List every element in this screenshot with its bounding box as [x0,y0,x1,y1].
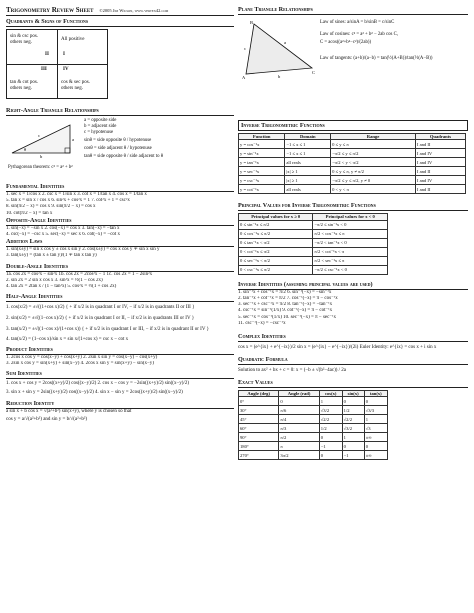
table-cell: 270° [239,451,279,460]
col-range: Range [331,134,416,140]
table-cell: 0 [319,433,342,442]
svg-text:a: a [72,137,74,142]
quadratic-heading: Quadratic Formula [238,356,468,365]
svg-text:c: c [38,133,40,138]
inverse-id-line-2: 2. tan⁻¹x + cot⁻¹x = π/2 7. cos⁻¹(−x) = π − cos⁻¹x [238,296,338,302]
principal-row [239,229,388,238]
sin-def: sinθ = side opposite θ / hypotenuse [84,138,152,143]
q2-text-b: others neg. [10,40,32,45]
exact-row [239,397,388,406]
table-cell: 90° [239,433,279,442]
table-cell: −1 ≤ x ≤ 1 [285,140,331,149]
table-cell: I and II [415,140,465,149]
exact-heading: Exact Values [238,379,468,388]
fundamental-line-3: 8. sin(π/2 − x) = cos x 9. sin(π/2 − x) = cos x [6,204,96,210]
table-cell: −π/2 ≤ csc⁻¹x < 0 [313,265,388,274]
reduction-section [6,400,234,424]
fundamental-line-2: 5. tan x = sin x / cos x 6. sin²x + cos²x = 1 7. cot²x + 1 = csc²x [6,198,130,204]
table-cell: ±∞ [364,451,387,460]
table-cell: −π/2 < tan⁻¹x < 0 [313,238,388,247]
table-cell: |x| ≥ 1 [285,167,331,176]
table-cell: all reals [285,185,331,194]
table-cell: √3/3 [364,406,387,415]
half-line-4: 4. tan(x/2) = (1−cos x)/sin x = sin x/(1+cos x) = csc x − cot x [6,337,129,343]
half-angle-section [6,293,234,344]
q4-text-b: others neg. [61,86,83,91]
inverse-fn-section [238,120,468,194]
reduction-line-1: a sin x + b cos x = √(a²+b²) sin(x+y), where y is chosen so that [6,408,132,414]
table-cell: 30° [239,406,279,415]
svg-text:a: a [284,40,286,45]
table-cell: π/2 < cos⁻¹x ≤ π [313,229,388,238]
exact-row [239,424,388,433]
oblique-triangle-diagram [240,16,318,82]
addition-line-1: 1. sin(x±y) = sin x cos y ± cos x sin y 2. cos(x±y) = cos x cos y ∓ sin x sin y [6,247,160,253]
inverse-id-line-1: 1. sin⁻¹x + cos⁻¹x = π/2 6. sin⁻¹(−x) = −sin⁻¹x [238,289,332,295]
product-line-1: 1. 2cos x cos y = cos(x−y) + cos(x+y) 2. 2sin x sin y = cos(x−y) − cos(x+y) [6,355,158,361]
table-cell: y = cot⁻¹x [239,185,285,194]
principal-body [239,220,388,274]
table-cell: 3π/2 [279,451,319,460]
opposite-line-1: 1. sin(−x) = −sin x 2. cos(−x) = cos x 3. tan(−x) = −tan x [6,225,120,231]
table-cell: 0 ≤ y ≤ π [331,140,416,149]
exact-row [239,442,388,451]
col-tan: tan(x) [364,391,387,397]
col-neg: Principal values for x < 0 [313,214,388,220]
quadrant-iii-label: III [41,67,47,72]
table-cell: −π/2 ≤ y ≤ π/2 [331,149,416,158]
quadratic-line: Solution to ax² + bx + c = 0: x = (−b ± √(b²−4ac)) / 2a [238,368,347,374]
inverse-fn-table [238,133,466,194]
col-deg: Angle (deg) [239,391,279,397]
complex-heading: Complex Identities [238,333,468,342]
table-cell: I and II [415,167,465,176]
double-line-3: 4. tan 2x = 2tan x / (1 − tan²x) 5. cos²x = ½(1 + cos 2x) [6,284,117,290]
quadrant-iv-label: IV [63,67,69,72]
half-line-2: 2. sin(x/2) = ±√((1−cos x)/2) { + if x/2 is in quadrant I or II, − if x/2 is in quadrants III or IV } [6,316,195,322]
quadratic-section [238,356,468,376]
principal-row [239,265,388,274]
q2-text-a: sin & csc pos. [10,34,39,39]
table-cell: I and IV [415,158,465,167]
exact-row [239,406,388,415]
table-cell: I and IV [415,149,465,158]
table-cell: π/4 [279,415,319,424]
pythagorean: Pythagorean theorem: c² = a² + b² [8,165,73,170]
inverse-fn-row [239,140,466,149]
inverse-id-heading: Inverse Identities (assuming principal values are used) [238,281,468,290]
reduction-heading: Reduction Identity [6,400,234,409]
law-of-cosines: Law of cosines: c² = a² + b² − 2ab cos C, [320,32,398,37]
exact-row [239,451,388,460]
principal-row [239,238,388,247]
table-cell: |x| ≥ 1 [285,176,331,185]
exact-row [239,415,388,424]
half-line-3: 3. tan(x/2) = ±√((1−cos x)/(1+cos x)) { + if x/2 is in quadrant I or III, − if x/2 is in quadrant II or IV } [6,327,210,333]
table-cell: 1/2 [342,406,364,415]
page-title: Trigonometry Review Sheet [6,6,94,14]
table-cell: π/2 < cot⁻¹x < π [313,247,388,256]
col-sin: sin(x) [342,391,364,397]
svg-text:b: b [278,74,281,79]
right-column [238,6,468,460]
quadrants-heading: Quadrants & Signs of Functions [6,18,234,27]
opposite-line-2: 4. csc(−x) = −csc x 5. sec(−x) = sec x 6. cot(−x) = −cot x [6,232,121,238]
table-cell: π/3 [279,424,319,433]
sum-section [6,370,234,397]
double-angle-section [6,263,234,291]
complex-line: cos x = (e^{ix} + e^{−ix})/2 sin x = (e^{ix} − e^{−ix})/(2i) Euler Identity: e^{ix} = cos x + i sin x [238,345,437,351]
table-cell: √2/2 [342,415,364,424]
opposite-angle-heading: Opposite-Angle Identities [6,217,234,226]
exact-row [239,433,388,442]
double-line-2: 2. sin 2x = 2 sin x cos x 3. sin²x = ½(1 − cos 2x) [6,277,103,283]
def-c: c = hypotenuse [84,130,114,135]
law-of-tangents: Law of tangents: (a+b)/(a−b) = tan(½(A+B))/tan(½(A−B)) [320,56,433,61]
principal-row [239,247,388,256]
quadrants-section [6,18,234,99]
table-cell: −π/2 ≤ sin⁻¹x < 0 [313,220,388,229]
fundamental-heading: Fundamental Identities [6,183,234,192]
x-axis-line [7,64,107,65]
svg-text:b: b [40,154,43,159]
table-cell: y = cos⁻¹x [239,140,285,149]
inverse-fn-row [239,158,466,167]
table-cell: 0 [364,397,387,406]
inverse-fn-row [239,176,466,185]
double-line-1: 1a. cos 2x = cos²x − sin²x 1b. cos 2x = 2cos²x − 1 1c. cos 2x = 1 − 2sin²x [6,271,153,277]
half-line-1: 1. cos(x/2) = ±√((1+cos x)/2) { + if x/2 is in quadrant I or IV, − if x/2 is in quadrants II or III } [6,305,195,311]
table-cell: y = tan⁻¹x [239,158,285,167]
doc-title [6,6,234,16]
inverse-id-line-4: 4. csc⁻¹x = sin⁻¹(1/x) 9. cot⁻¹(−x) = π − cot⁻¹x [238,308,333,314]
inverse-fn-heading: Inverse Trigonometric Functions [238,120,468,131]
table-cell: −1 ≤ x ≤ 1 [285,149,331,158]
table-cell: 0 ≤ sec⁻¹x < π/2 [239,256,313,265]
table-cell: −π/2 < y < π/2 [331,158,416,167]
quadrant-i-label: I [63,52,65,57]
table-cell: 0 < y < π [331,185,416,194]
table-cell: 0 ≤ y ≤ π, y ≠ π/2 [331,167,416,176]
table-cell: 0 < csc⁻¹x ≤ π/2 [239,265,313,274]
q3-text-a: tan & cot pos. [10,80,39,85]
svg-text:c: c [244,46,246,51]
table-cell: I and IV [415,176,465,185]
plane-triangle-heading: Plane Triangle Relationships [238,6,468,15]
svg-text:B: B [250,20,254,25]
fundamental-line-1: 1. sec x = 1/cos x 2. csc x = 1/sin x 3. cot x = 1/tan x 4. cos x = 1/tan x [6,192,147,197]
table-cell: −π/2 ≤ y ≤ π/2, y ≠ 0 [331,176,416,185]
q3-text-b: others neg. [10,86,32,91]
double-angle-heading: Double-Angle Identities [6,263,234,272]
col-cos: cos(x) [319,391,342,397]
inverse-fn-row [239,185,466,194]
sum-line-2: 3. sin x + sin y = 2sin((x+y)/2) cos((x−y)/2) 4. sin x − sin y = 2cos((x+y)/2) sin((x−y)/2) [6,389,183,395]
fundamental-line-4: 10. cot(π/2 − x) = tan x [6,210,53,216]
exact-body [239,397,388,460]
col-rad: Angle (rad) [279,391,319,397]
principal-row [239,220,388,229]
def-a: a = opposite side [84,118,117,123]
table-cell: 0 [364,442,387,451]
table-cell: −1 [342,451,364,460]
principal-heading: Principal Values for Inverse Trigonometric Functions [238,202,468,211]
table-cell: 0 ≤ cos⁻¹x ≤ π/2 [239,229,313,238]
half-angle-heading: Half-Angle Identities [6,293,234,302]
law-of-sines: Law of sines: a/sinA = b/sinB = c/sinC [320,20,395,25]
table-cell: √3 [364,424,387,433]
product-section [6,346,234,367]
table-cell: 0 [342,397,364,406]
addition-line-2: 3. tan(x±y) = (tan x ± tan y)/(1 ∓ tan x tan y) [6,253,97,259]
right-triangle-section [6,107,234,181]
table-cell: 60° [239,424,279,433]
copyright: ©2005 Jim Wilson, www.vertex42.com [99,8,169,13]
table-cell: 1 [364,415,387,424]
table-cell: all reals [285,158,331,167]
left-column [6,6,234,424]
principal-row [239,256,388,265]
law-of-cosines-angle: C = acos((a²+b²−c²)/(2ab)) [320,40,372,45]
table-cell: √2/2 [319,415,342,424]
fundamental-section [6,183,234,260]
col-domain: Domain [285,134,331,140]
principal-table [238,213,388,274]
q1-text: All positive [61,37,85,42]
table-cell: 180° [239,442,279,451]
table-cell: 0° [239,397,279,406]
inverse-id-line-5: 5. sec⁻¹x = cos⁻¹(1/x) 10. sec⁻¹(−x) = π − sec⁻¹x [238,314,336,320]
product-line-2: 3. 2sin x cos y = sin(x+y) + sin(x−y) 4. 2cos x sin y = sin(x+y) − sin(x−y) [6,361,154,367]
table-cell: 1/2 [319,424,342,433]
q4-text-a: cos & sec pos. [61,80,90,85]
principal-section [238,202,468,274]
exact-table [238,390,388,460]
table-cell: I and II [415,185,465,194]
table-cell: 0 [319,451,342,460]
table-cell: π [279,442,319,451]
table-cell: π/2 < sec⁻¹x ≤ π [313,256,388,265]
sum-heading: Sum Identities [6,370,234,379]
table-cell: √3/2 [342,424,364,433]
cos-def: cosθ = side adjacent θ / hypotenuse [84,146,152,151]
table-cell: −1 [319,442,342,451]
inverse-id-section [238,281,468,327]
table-cell: 0 < cot⁻¹x ≤ π/2 [239,247,313,256]
table-cell: 45° [239,415,279,424]
tan-def: tanθ = side opposite θ / side adjacent to θ [84,154,164,159]
svg-text:A: A [242,75,246,80]
complex-section [238,333,468,354]
exact-section [238,379,468,460]
inverse-fn-row [239,149,466,158]
table-cell: y = sec⁻¹x [239,167,285,176]
svg-text:C: C [312,70,316,75]
def-b: b = adjacent side [84,124,117,129]
plane-triangle-section [238,6,468,84]
sum-line-1: 1. cos x + cos y = 2cos((x+y)/2) cos((x−y)/2) 2. cos x − cos y = −2sin((x+y)/2) sin((x−y)/2) [6,380,189,386]
inverse-fn-body [239,140,466,194]
col-nonneg: Principal values for x ≥ 0 [239,214,313,220]
addition-heading: Addition Laws [6,238,234,247]
table-cell: √3/2 [319,406,342,415]
table-cell: ±∞ [364,433,387,442]
table-cell: y = csc⁻¹x [239,176,285,185]
cheat-sheet-page [6,6,468,608]
table-cell: π/6 [279,406,319,415]
table-cell: 0 [342,442,364,451]
table-cell: 1 [319,397,342,406]
col-quadrants: Quadrants [415,134,465,140]
inverse-id-line-3: 3. sec⁻¹x + csc⁻¹x = π/2 8. tan⁻¹(−x) = −tan⁻¹x [238,302,333,308]
quadrant-ii-label: II [45,52,49,57]
table-cell: 0 ≤ tan⁻¹x < π/2 [239,238,313,247]
col-function: Function [239,134,285,140]
inverse-id-line-6: 11. csc⁻¹(−x) = −csc⁻¹x [238,320,286,326]
table-cell: 0 ≤ sin⁻¹x ≤ π/2 [239,220,313,229]
table-cell: π/2 [279,433,319,442]
right-triangle-diagram [8,119,78,159]
table-cell: y = sin⁻¹x [239,149,285,158]
quadrant-diagram [6,29,108,99]
right-triangle-heading: Right-Angle Triangle Relationships [6,107,234,116]
table-cell: 0 [279,397,319,406]
svg-text:θ: θ [24,147,27,152]
reduction-line-2: cos y = a/√(a²+b²) and sin y = b/√(a²+b²) [6,416,88,422]
product-heading: Product Identities [6,346,234,355]
inverse-fn-row [239,167,466,176]
table-cell: 1 [342,433,364,442]
